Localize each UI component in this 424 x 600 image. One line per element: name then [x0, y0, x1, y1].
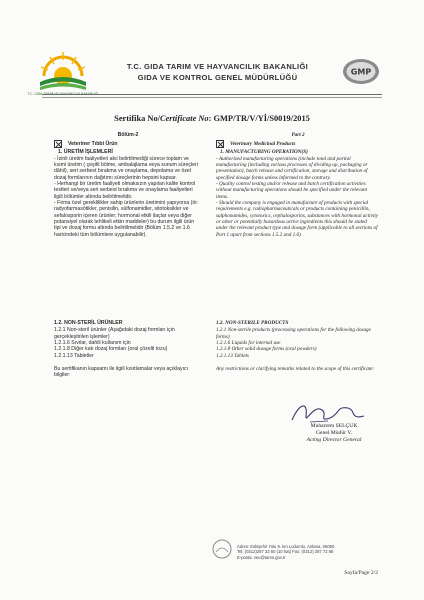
part-label-tr: Bölüm-2 — [117, 132, 139, 138]
page-number: Sayfa/Page 2/2 — [344, 570, 378, 576]
page-header — [95, 62, 340, 82]
footer-address: Adres: Eskişehir Yolu 9. km Lodumlu, Ankara, 06060 — [237, 544, 335, 549]
certificate-label-en: Certificate No — [160, 114, 209, 123]
footer-contact — [237, 544, 334, 560]
heading-manufacturing-tr: 1. ÜRETİM İŞLEMLERİ — [58, 149, 113, 156]
ministry-name: T.C. GIDA TARIM VE HAYVANCILIK BAKANLIĞI — [126, 62, 309, 71]
item-1-2-1-8-en: 1.2.1.8 Other solid dosage forms (oral powders) — [216, 346, 317, 353]
header-rule — [42, 94, 382, 95]
ministry-logo-caption: T.C. GIDA TARIM VE HAYVANCILIK BAKANLIĞI — [27, 92, 99, 96]
item-1-2-1-13-en: 1.2.1.13 Tablets — [216, 352, 249, 359]
section-title-tr: Veteriner Tıbbi Ürün — [68, 141, 118, 148]
header-rule-thin — [42, 97, 382, 98]
item-1-2-1-8-tr: 1.2.1.8 Diğer katı dozaj formları (oral çözelti tozu) — [54, 346, 168, 353]
section-title-en: Veterinary Medicinal Products — [230, 141, 296, 148]
non-sterile-section-tr — [54, 320, 202, 359]
paragraph-1-tr: - İzinli üretim faaliyetleri akıi belirtilmediği sürece toplam ve kısmi üretim ( çeşitli bölme, ambalajlama veya sunum süreçleri dâhil), seri serbest bırakma ve onaylama, depolama ve özel dozaj formlarının dağıtımı süreçlerinin hepsini kapsar. — [54, 155, 198, 181]
part-label-en: Part 2 — [291, 132, 305, 138]
certificate-label-tr: Sertifika No/ — [114, 114, 160, 123]
section-row-en — [216, 140, 380, 148]
scope-remarks-tr: Bu sertifikanın kapsamı ile ilgili kısıtlamalar veya açıklayıcı bilgiler: — [54, 366, 189, 379]
item-1-2-1-tr: 1.2.1 Non-steril ürünler (Aşağıdaki dozaj formları için gerçekleştirilen işlemler) — [54, 327, 175, 340]
item-1-2-1-13-tr: 1.2.1.13 Tabletler — [54, 352, 94, 359]
heading-manufacturing-en: 1. MANUFACTURING OPERATION(S) — [220, 149, 308, 156]
directorate-name: GIDA VE KONTROL GENEL MÜDÜRLÜĞÜ — [137, 73, 298, 82]
paragraph-3-en: - Should the company is engaged in manufacture of products with special requirements e.g. radiopharmaceuticals or products containing penicillin, sulphonamides, cytotoxics, cephalosporins, substances with hormonal activity or other or potentially hazardous active ingredients this should be stated under the relevant product type and dosage form (applicable to all sections of Part 1 apart from sections 1.5.2 and 1.6) — [216, 200, 379, 238]
item-1-2-1-6-tr: 1.2.1.6 Sıvılar, dahili kullanım için — [54, 340, 131, 347]
signatory-name: Muharrem SELÇUK — [310, 423, 358, 429]
turkish-column — [54, 132, 202, 238]
checked-box-icon — [54, 140, 62, 148]
english-column — [216, 132, 380, 238]
footer-logo-icon — [210, 538, 234, 560]
paragraph-1-en: - Authorized manufacturing operations (include total and partial manufacturing (including various processes of dividing up, packaging or presentation), batch release and certification, storage and distribution of specified dosage forms unless informed to the contrary. — [216, 155, 368, 181]
signatory-title-en: Acting Director General — [306, 436, 362, 443]
signatory-title-tr: Genel Müdür V. — [316, 429, 352, 436]
footer-phone: Tel: (0312)287 33 60 (10 hat) Fax: (0312) 287 72 66 — [237, 549, 334, 555]
certificate-number-value: : GMP/TR/V/Yİ/S0019/2015 — [208, 114, 310, 123]
gmp-logo-text: GMP — [350, 67, 372, 77]
heading-non-sterile-en: 1.2. NON-STERILE PRODUCTS — [216, 320, 289, 326]
paragraph-2-en: - Quality control testing and/or release and batch certification activities without manufacturing operations should be specified under the relevant items. — [216, 181, 368, 200]
checked-box-icon — [216, 140, 224, 148]
paragraph-3-tr: - Firma özel gereklilikler sahip ürünlerin üretimini yapıyorsa (ör: radyofarmasötikler, penisilin, sülfonamidler, sitotoksikler ve sefalosporin içeren ürünler; hormonal etkili ilaçlar veya diğer potansiyel olarak tehlikeli etkin maddeler) bu durum ilgili ürün tipi ve dozaj formu altında belirtilmelidir (Bölüm 1.5.2 ve 1.6 haricindeki tüm bölümlere uygulanabilir). — [54, 200, 199, 238]
paragraph-2-tr: - Herhangi bir üretim faaliyeti olmaksızın yapılan kalite kontrol testleri ve/veya seri serbest bırakma ve onaylama faaliyetleri ilgili bölümler altında belirtilmelidir. — [54, 181, 196, 200]
gmp-logo-icon — [342, 58, 380, 85]
section-row-tr — [54, 140, 202, 148]
item-1-2-1-6-en: 1.2.1.6 Liquids for internal use — [216, 340, 281, 347]
signatory-block — [284, 423, 384, 443]
footer-email: E-posta: veu@tarim.gov.tr — [237, 554, 286, 560]
non-sterile-section-en — [216, 320, 380, 359]
certificate-number — [0, 114, 424, 123]
ministry-logo-icon — [27, 46, 99, 96]
item-1-2-1-en: 1.2.1 Non-sterile products (processing operations for the following dosage forms) — [216, 327, 371, 340]
heading-non-sterile-tr: 1.2. NON-STERİL ÜRÜNLER — [54, 320, 123, 326]
scope-remarks-en: Any restrictions or clarifying remarks related to the scope of this certificate: — [216, 366, 375, 372]
